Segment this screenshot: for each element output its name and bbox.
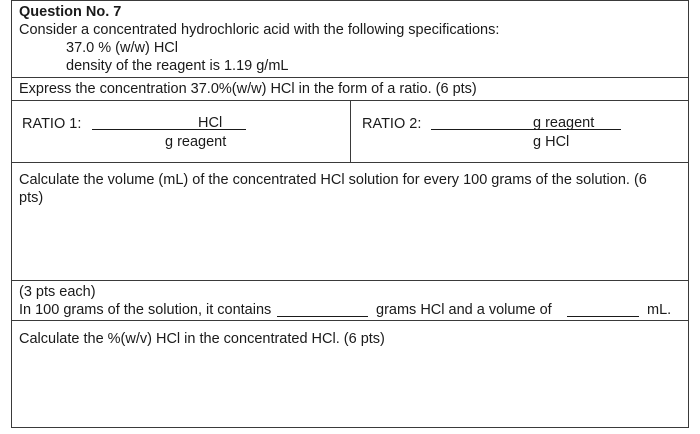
ratio1-blank[interactable] bbox=[92, 129, 246, 130]
divider-ratio-columns bbox=[350, 100, 351, 162]
wv-answer-area[interactable] bbox=[14, 350, 686, 424]
question-intro: Consider a concentrated hydrochloric acid with the following specifications: bbox=[19, 22, 500, 38]
divider-ratio-top bbox=[11, 77, 689, 78]
volume-answer-area[interactable] bbox=[14, 208, 686, 278]
wv-prompt: Calculate the %(w/v) HCl in the concentrated HCl. (6 pts) bbox=[19, 331, 385, 347]
fill-sentence-middle: grams HCl and a volume of bbox=[376, 302, 552, 318]
ratio2-numerator: g reagent bbox=[533, 115, 595, 131]
fill-sentence-start: In 100 grams of the solution, it contains bbox=[19, 302, 272, 318]
ratio2-label: RATIO 2: bbox=[362, 116, 422, 132]
divider-volume-top bbox=[11, 162, 689, 163]
ratio1-label: RATIO 1: bbox=[22, 116, 82, 132]
divider-fill-top bbox=[11, 280, 689, 281]
question-title: Question No. 7 bbox=[19, 4, 122, 20]
spec-concentration: 37.0 % (w/w) HCl bbox=[66, 40, 178, 56]
spec-density: density of the reagent is 1.19 g/mL bbox=[66, 58, 289, 74]
ratio1-denominator: g reagent bbox=[165, 134, 227, 150]
grams-hcl-blank[interactable] bbox=[277, 316, 368, 317]
ratio-prompt: Express the concentration 37.0%(w/w) HCl in the form of a ratio. (6 pts) bbox=[19, 81, 477, 97]
ratio2-denominator: g HCl bbox=[533, 134, 570, 150]
divider-wv-top bbox=[11, 320, 689, 321]
volume-prompt: Calculate the volume (mL) of the concentrated HCl solution for every 100 grams of the solution. (6 pts) bbox=[19, 172, 647, 206]
ratio1-numerator: HCl bbox=[198, 115, 223, 131]
fill-sentence-end: mL. bbox=[647, 302, 672, 318]
volume-ml-blank[interactable] bbox=[567, 316, 639, 317]
fill-points: (3 pts each) bbox=[19, 284, 96, 300]
